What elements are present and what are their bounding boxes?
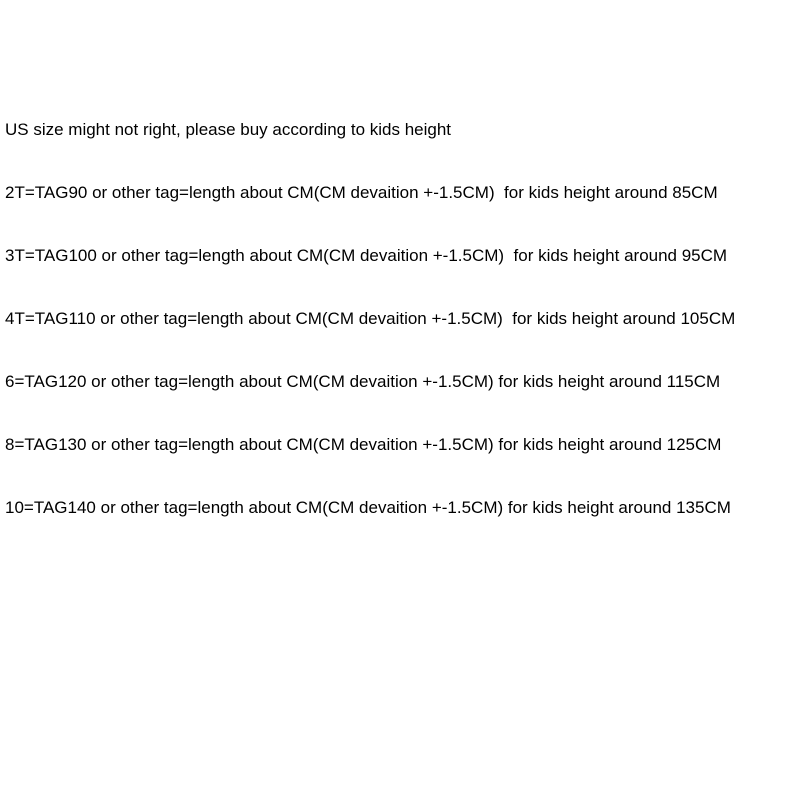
- size-line-6: 6=TAG120 or other tag=length about CM(CM devaition +-1.5CM) for kids height around 115CM: [5, 372, 721, 391]
- size-line-2t: 2T=TAG90 or other tag=length about CM(CM devaition +-1.5CM) for kids height around 85CM: [5, 183, 718, 202]
- size-line-10: 10=TAG140 or other tag=length about CM(CM devaition +-1.5CM) for kids height around 135CM: [5, 498, 731, 517]
- size-line-4t: 4T=TAG110 or other tag=length about CM(CM devaition +-1.5CM) for kids height around 105CM: [5, 309, 736, 328]
- size-line-3t: 3T=TAG100 or other tag=length about CM(CM devaition +-1.5CM) for kids height around 95CM: [5, 246, 728, 265]
- size-advice-note: US size might not right, please buy according to kids height: [5, 120, 452, 139]
- size-line-8: 8=TAG130 or other tag=length about CM(CM devaition +-1.5CM) for kids height around 125CM: [5, 435, 722, 454]
